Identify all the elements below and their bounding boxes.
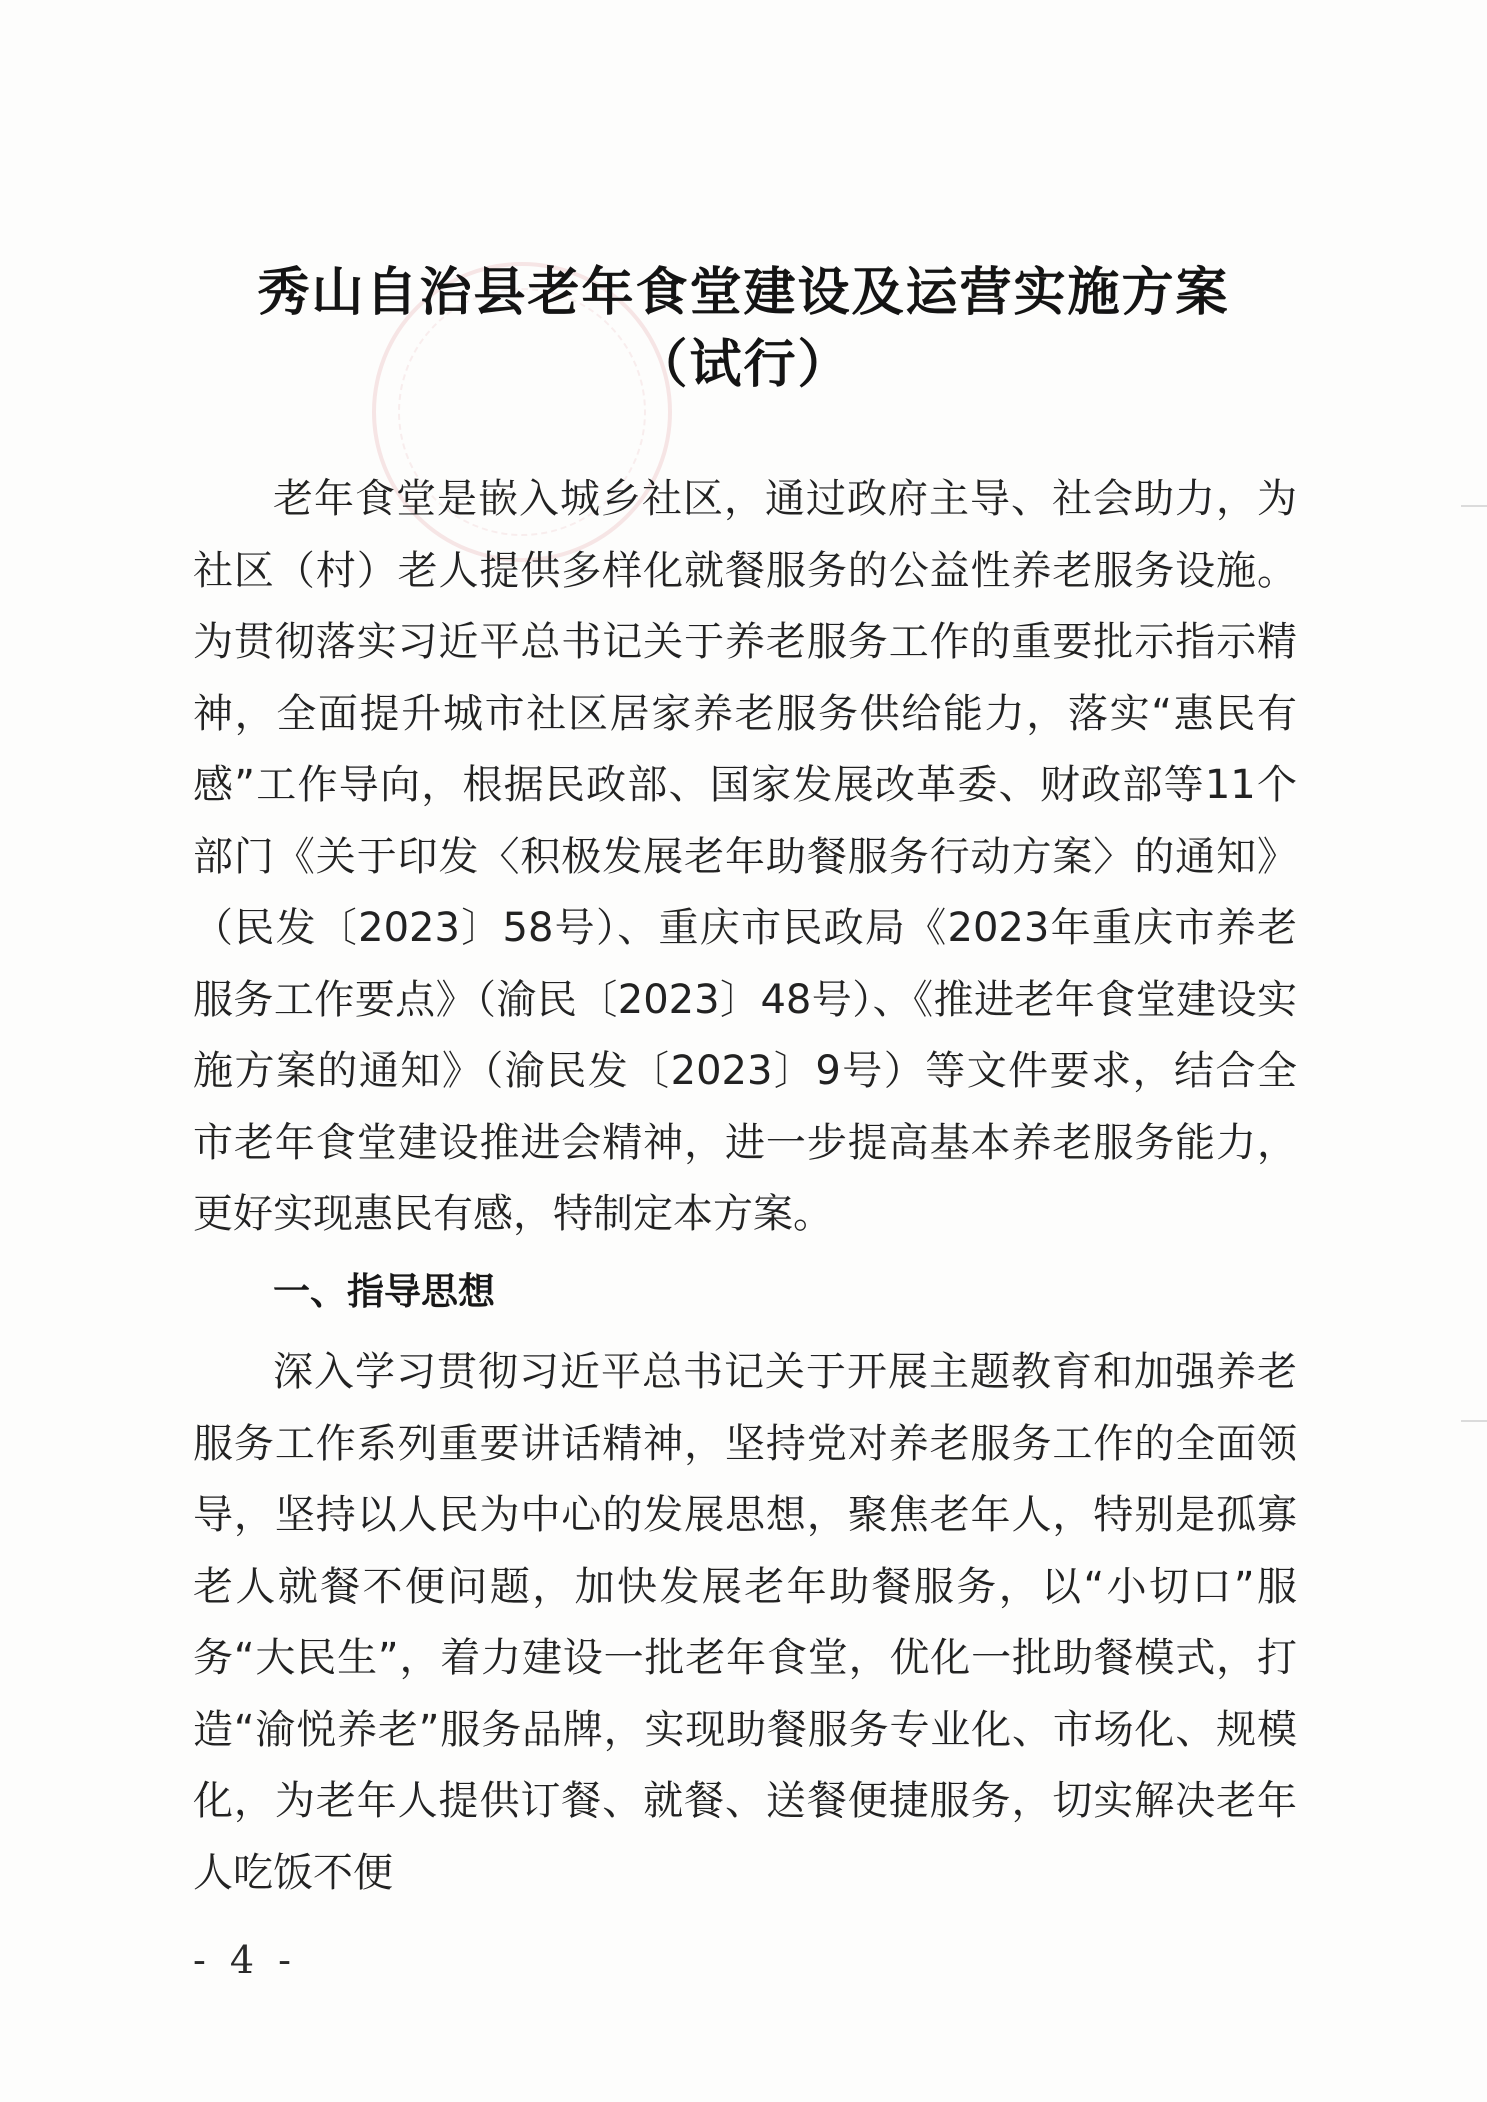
document-title: 秀山自治县老年食堂建设及运营实施方案: [257, 262, 1230, 323]
scan-edge-mark: [1461, 1420, 1487, 1422]
section-paragraph: 深入学习贯彻习近平总书记关于开展主题教育和加强养老服务工作系列重要讲话精神，坚持党对养老服务工作的全面领导，坚持以人民为中心的发展思想，聚焦老年人，特别是孤寡老人就餐不便问题，加快发展老年助餐服务，以“小切口”服务“大民生”，着力建设一批老年食堂，优化一批助餐模式，打造“渝悦养老”服务品牌，实现助餐服务专业化、市场化、规模化，为老年人提供订餐、就餐、送餐便捷服务，切实解决老年人吃饭不便: [193, 1349, 1297, 1896]
page-number: - 4 -: [193, 1938, 298, 1982]
intro-paragraph: 老年食堂是嵌入城乡社区，通过政府主导、社会助力，为社区（村）老人提供多样化就餐服务的公益性养老服务设施。为贯彻落实习近平总书记关于养老服务工作的重要批示指示精神，全面提升城市社区居家养老服务供给能力，落实“惠民有感”工作导向，根据民政部、国家发展改革委、财政部等11个部门《关于印发〈积极发展老年助餐服务行动方案〉的通知》（民发〔2023〕58号）、重庆市民政局《2023年重庆市养老服务工作要点》（渝民〔2023〕48号）、《推进老年食堂建设实施方案的通知》（渝民发〔2023〕9号）等文件要求，结合全市老年食堂建设推进会精神，进一步提高基本养老服务能力，更好实现惠民有感，特制定本方案。: [193, 476, 1297, 1237]
document-subtitle: （试行）: [635, 334, 852, 395]
section-heading: 一、指导思想: [273, 1270, 495, 1313]
scan-edge-mark: [1461, 505, 1487, 507]
